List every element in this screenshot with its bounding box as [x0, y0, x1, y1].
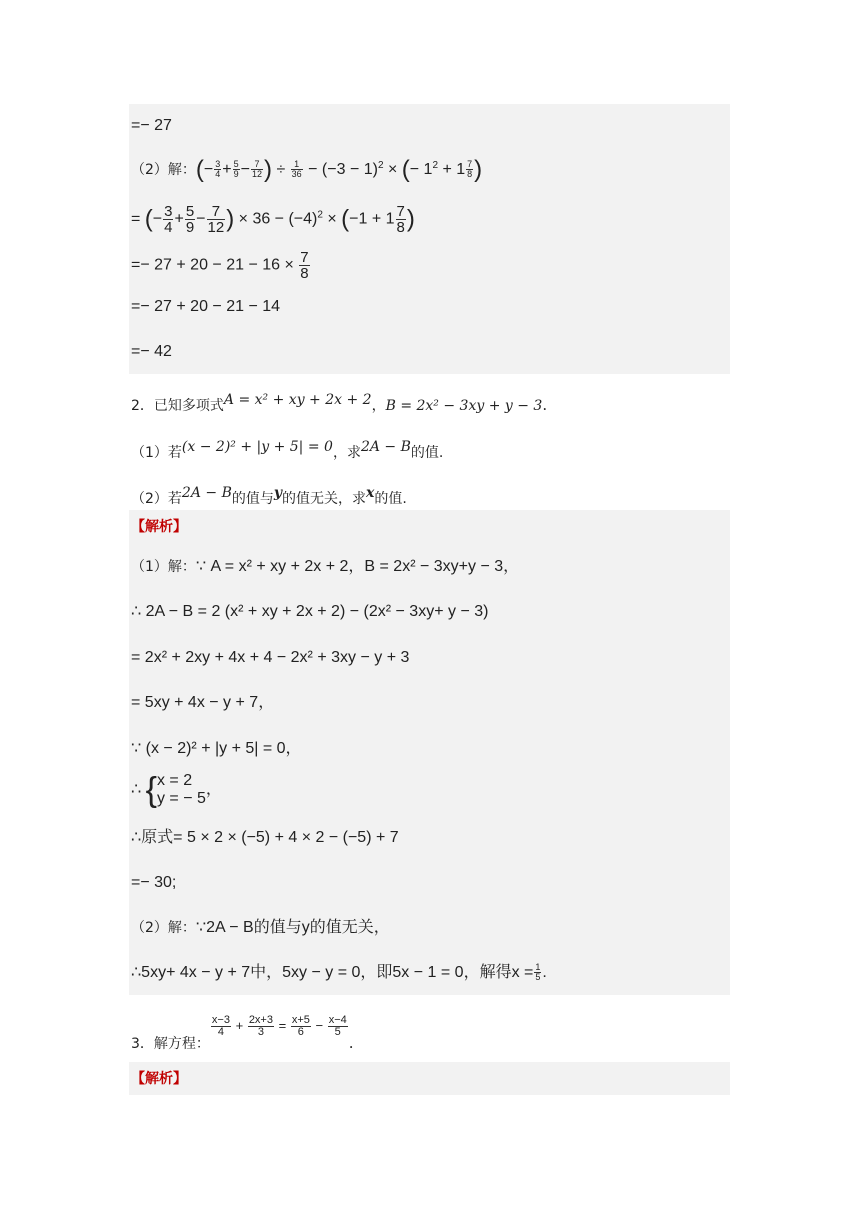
fraction: $\frac{5}{9}$: [185, 203, 195, 236]
solution-line: =− 27 + 20 − 21 − 14: [131, 298, 281, 315]
fraction: $\frac{7}{8}$: [467, 159, 473, 180]
solution-step-label: （2）解：: [131, 162, 196, 178]
fraction: $\frac{1}{36}$: [291, 159, 302, 180]
solution-line: ∴原式= 5 × 2 × (−5) + 4 × 2 − (−5) + 7: [131, 829, 399, 846]
solution-line: =− 27: [131, 117, 172, 134]
polynomial-A: A = x² + xy + 2x + 2: [223, 392, 372, 408]
fraction: $\frac{7}{12}$: [251, 159, 262, 180]
fraction: $\frac{x-3}{4}$: [211, 1014, 230, 1039]
solution-block-3: [129, 1062, 730, 1095]
question-3: 3．解方程： $\frac{x-3}{4}$ + $\frac{2x+3}{3}$ = $\frac{x+5}{6}$ − $\frac{x-4}{5}$ .: [131, 1014, 354, 1052]
solution-line: ∵ (x − 2)² + |y + 5| = 0，: [131, 740, 302, 757]
question-2-part-1: （1）若(x − 2)² + |y + 5| = 0，求2A − B的值.: [131, 439, 444, 461]
solution-block-1: [129, 104, 730, 374]
fraction: $\frac{2x+3}{3}$: [248, 1014, 273, 1039]
solution-line: =− 27 + 20 − 21 − 16 × $\frac{7}{8}$: [131, 249, 309, 282]
fraction: $\frac{x+5}{6}$: [291, 1014, 310, 1039]
fraction: $\frac{7}{12}$: [207, 203, 225, 236]
solution-line: （1）解：∵ A = x² + xy + 2x + 2，B = 2x² − 3xy+y − 3，: [131, 558, 520, 575]
solution-line: =− 42: [131, 343, 172, 360]
solution-line: = (− $\frac{3}{4}$ + $\frac{5}{9}$ − $\frac{7}{12}$ ) × $36 - (-4)^2 \times (-1 + 1$ $\frac{7}{8}$ ): [131, 203, 415, 236]
fraction: $\frac{3}{4}$: [164, 203, 173, 236]
solution-line: ∴ 2A − B = 2 (x² + xy + 2x + 2) − (2x² − 3xy+ y − 3): [131, 603, 489, 620]
question-2-part-2: （2）若2A − B的值与y的值无关，求x的值.: [131, 485, 407, 507]
fraction: $\frac{1}{5}$: [535, 962, 541, 983]
fraction: $\frac{3}{4}$: [215, 159, 221, 180]
fraction: $\frac{7}{8}$: [396, 203, 405, 236]
fraction: $\frac{5}{9}$: [233, 159, 239, 180]
solution-line: ∴5xy+ 4x − y + 7中，5xy − y = 0，即5x − 1 = 0，解得x = $\frac{1}{5}$ .: [131, 962, 547, 983]
equation-system: ∴ {x = 2 y = − 5，: [131, 771, 222, 809]
solution-line: =− 30;: [131, 874, 177, 891]
fraction: $\frac{7}{8}$: [300, 249, 309, 282]
solution-line: = 2x² + 2xy + 4x + 4 − 2x² + 3xy − y + 3: [131, 649, 410, 666]
analysis-label: 【解析】: [131, 1071, 187, 1087]
solution-line: （2）解：∵2A − B的值与y的值无关，: [131, 919, 390, 936]
fraction: $\frac{x-4}{5}$: [328, 1014, 347, 1039]
polynomial-B: B = 2x² − 3xy + y − 3: [385, 398, 543, 414]
analysis-label: 【解析】: [131, 519, 187, 535]
solution-line: （2）解：(− $\frac{3}{4}$ + $\frac{5}{9}$ − $\frac{7}{12}$ ) ÷ $\frac{1}{36}$ − $(-3 - 1)^2$ × (− $1^2 + 1$ $\frac{7}{8}$ ): [131, 156, 483, 183]
question-2: 2．已知多项式A = x² + xy + 2x + 2，B = 2x² − 3xy + y − 3.: [131, 392, 548, 414]
solution-line: = 5xy + 4x − y + 7，: [131, 694, 275, 711]
